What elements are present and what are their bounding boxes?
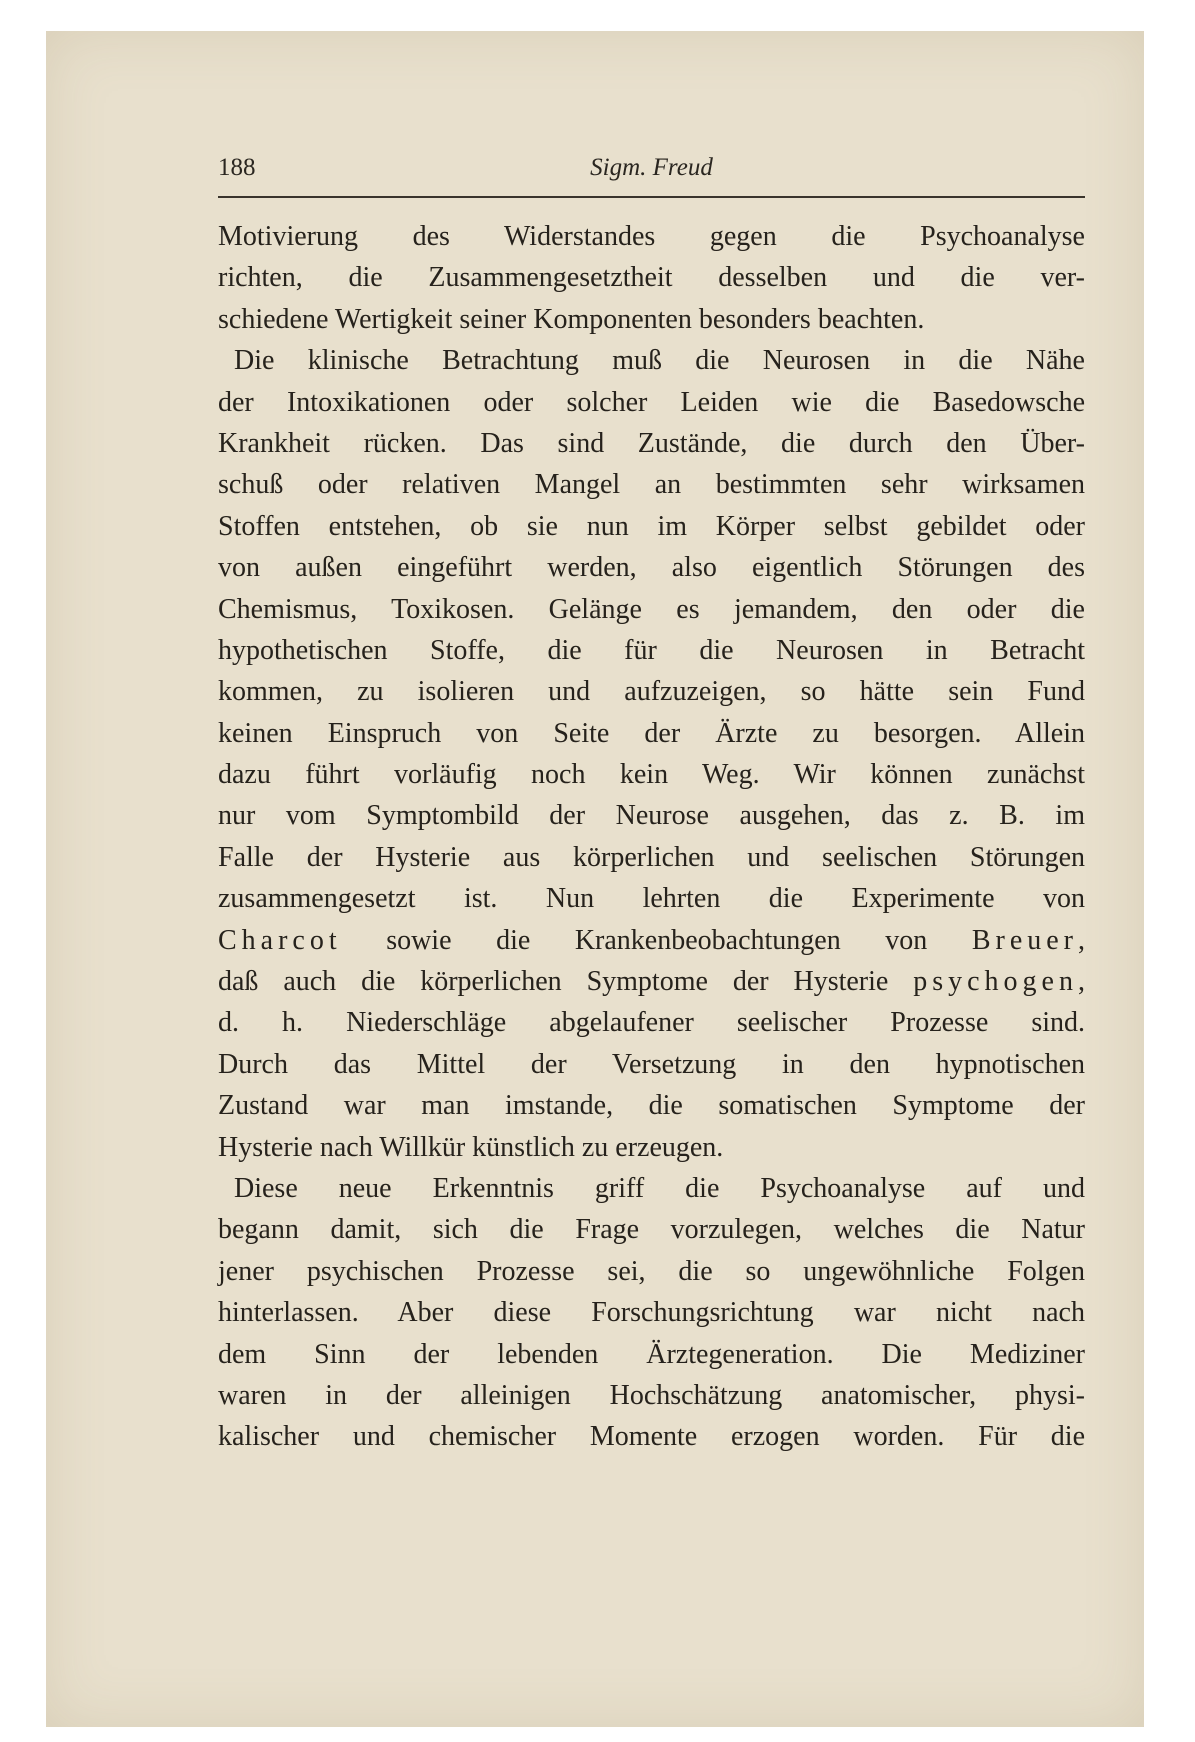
text-line — [218, 630, 1085, 671]
text-line — [218, 754, 1085, 795]
text-line — [218, 1209, 1085, 1250]
page-number: 188 — [218, 154, 256, 181]
page-header — [218, 154, 1085, 190]
text-segment: hypothetischen Stoffe, die für die Neurosen in Betracht — [218, 634, 1085, 666]
text-line — [218, 1334, 1085, 1375]
text-line — [218, 216, 1085, 257]
text-line — [218, 299, 1085, 340]
text-line — [218, 1292, 1085, 1333]
text-line — [218, 257, 1085, 298]
emphasized-name: Breuer — [971, 924, 1078, 956]
text-segment: , — [1078, 966, 1085, 998]
text-segment: jener psychischen Prozesse sei, die so ungewöhnliche Folgen — [218, 1255, 1085, 1287]
header-rule — [218, 196, 1085, 198]
text-segment: der Intoxikationen oder solcher Leiden wie die Basedowsche — [218, 386, 1085, 418]
text-line — [218, 1375, 1085, 1416]
text-segment: nur vom Symptombild der Neurose ausgehen, das z. B. im — [218, 800, 1085, 832]
text-segment: dazu führt vorläufig noch kein Weg. Wir können zunächst — [218, 759, 1085, 791]
text-segment: von außen eingeführt werden, also eigentlich Störungen des — [218, 552, 1085, 584]
text-segment: dem Sinn der lebenden Ärztegeneration. Die Mediziner — [218, 1338, 1085, 1370]
text-segment: Krankheit rücken. Das sind Zustände, die durch den Über- — [218, 427, 1085, 459]
text-line — [218, 1044, 1085, 1085]
text-segment: Falle der Hysterie aus körperlichen und seelischen Störungen — [218, 841, 1085, 873]
text-segment: Hysterie nach Willkür künstlich zu erzeugen. — [218, 1131, 724, 1163]
text-segment: daß auch die körperlichen Symptome der Hysterie — [218, 966, 914, 998]
text-line — [218, 340, 1085, 381]
text-segment: richten, die Zusammengesetztheit desselben und die ver- — [218, 262, 1085, 294]
text-segment: schiedene Wertigkeit seiner Komponenten besonders beachten. — [218, 303, 925, 335]
text-line — [218, 1168, 1085, 1209]
text-line — [218, 920, 1085, 961]
text-line — [218, 1002, 1085, 1043]
text-line — [218, 1416, 1085, 1457]
text-line — [218, 1127, 1085, 1168]
text-line — [218, 547, 1085, 588]
text-segment: zusammengesetzt ist. Nun lehrten die Experimente von — [218, 883, 1085, 915]
text-line — [218, 506, 1085, 547]
text-line — [218, 713, 1085, 754]
text-segment: Stoffen entstehen, ob sie nun im Körper selbst gebildet oder — [218, 510, 1085, 542]
text-line — [218, 1251, 1085, 1292]
text-segment: , — [1078, 924, 1085, 956]
text-line — [218, 795, 1085, 836]
text-line — [218, 671, 1085, 712]
text-segment: hinterlassen. Aber diese Forschungsrichtung war nicht nach — [218, 1297, 1085, 1329]
text-segment: kalischer und chemischer Momente erzogen worden. Für die — [218, 1421, 1085, 1453]
text-line — [218, 878, 1085, 919]
body-text — [218, 216, 1085, 1458]
text-line — [218, 382, 1085, 423]
text-segment: keinen Einspruch von Seite der Ärzte zu besorgen. Allein — [218, 717, 1085, 749]
text-line — [218, 464, 1085, 505]
emphasized-name: Charcot — [218, 924, 342, 956]
text-segment: Zustand war man imstande, die somatischen Symptome der — [218, 1090, 1085, 1122]
text-segment: Chemismus, Toxikosen. Gelänge es jemandem, den oder die — [218, 593, 1085, 625]
text-line — [218, 423, 1085, 464]
text-segment: kommen, zu isolieren und aufzuzeigen, so hätte sein Fund — [218, 676, 1085, 708]
text-segment: Die klinische Betrachtung muß die Neurosen in die Nähe — [234, 345, 1085, 377]
text-segment: Motivierung des Widerstandes gegen die Psychoanalyse — [218, 221, 1085, 252]
text-segment: schuß oder relativen Mangel an bestimmten sehr wirksamen — [218, 469, 1085, 501]
text-line — [218, 1085, 1085, 1126]
text-segment: Durch das Mittel der Versetzung in den hypnotischen — [218, 1048, 1085, 1080]
running-title: Sigm. Freud — [590, 154, 713, 181]
text-segment: sowie die Krankenbeobachtungen von — [341, 924, 972, 956]
text-line — [218, 589, 1085, 630]
text-segment: Diese neue Erkenntnis griff die Psychoanalyse auf und — [234, 1172, 1085, 1204]
emphasized-name: psychogen — [913, 966, 1078, 998]
text-line — [218, 837, 1085, 878]
text-segment: d. h. Niederschläge abgelaufener seelischer Prozesse sind. — [218, 1007, 1085, 1039]
text-segment: waren in der alleinigen Hochschätzung anatomischer, physi- — [218, 1379, 1085, 1411]
text-segment: begann damit, sich die Frage vorzulegen, welches die Natur — [218, 1214, 1085, 1246]
text-line — [218, 961, 1085, 1002]
